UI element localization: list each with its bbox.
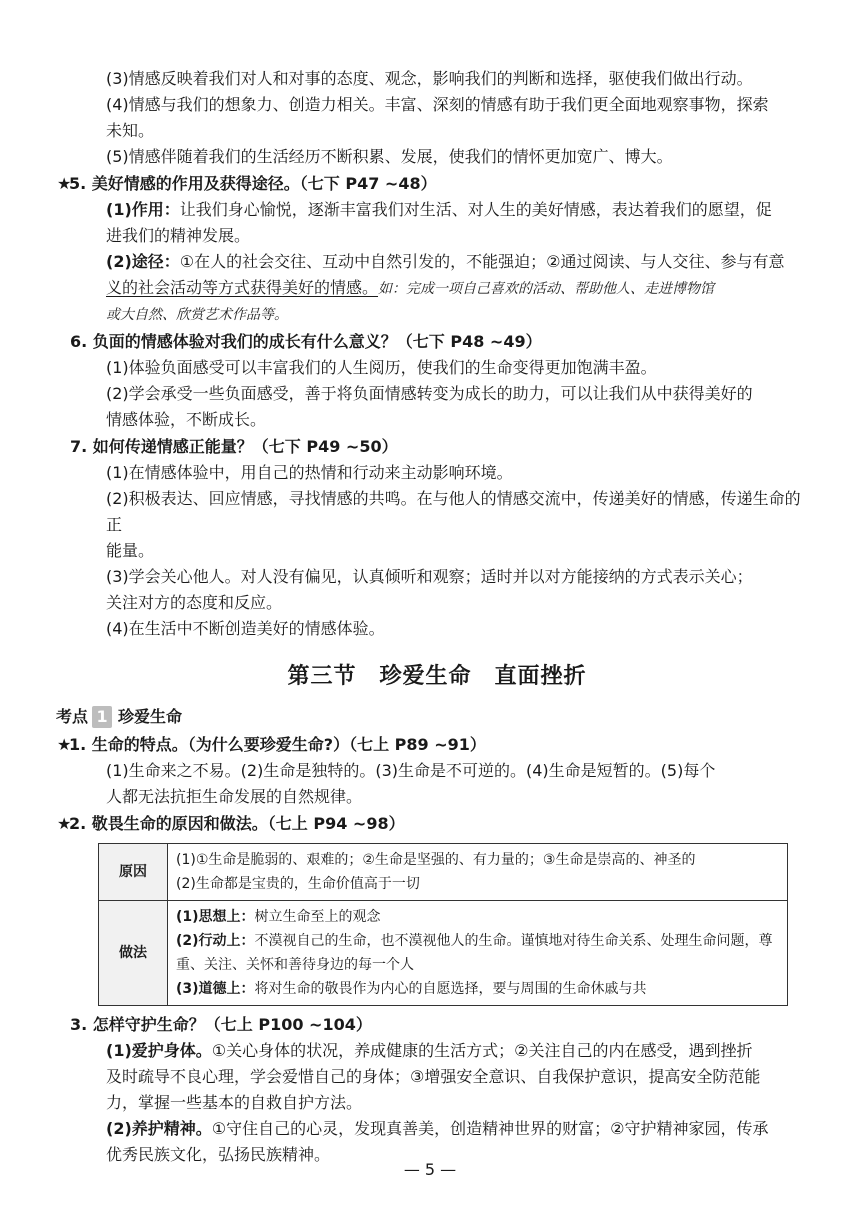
section-title: 第三节 珍爱生命 直面挫折 — [287, 664, 587, 689]
method-1-text: 树立生命至上的观念 — [254, 909, 381, 925]
kaodian-heading — [56, 704, 804, 730]
k1-line-1: (1)生命来之不易。(2)生命是独特的。(3)生命是不可逆的。(4)生命是短暂的。(5)每个 — [106, 761, 716, 780]
q5-handwritten-note: 如：完成一项自己喜欢的活动、帮助他人、走进博物馆 — [378, 281, 715, 297]
question-6-title: 6. 负面的情感体验对我们的成长有什么意义？（七下 P48 ~49） — [70, 332, 542, 351]
reason-2: (2)生命都是宝贵的，生命价值高于一切 — [176, 876, 420, 892]
method-2-text: 不漠视自己的生命，也不漠视他人的生命。谨慎地对待生命关系、处理生命问题，尊 — [254, 933, 773, 949]
q5-p1-line-2: 进我们的精神发展。 — [106, 226, 251, 245]
star-icon: ★ — [57, 174, 72, 193]
q5-p2-line-1 — [106, 249, 804, 275]
q5-p1-label: (1)作用： — [106, 200, 180, 219]
q5-p2-text-2: 义的社会活动等方式获得美好的情感。 — [106, 278, 379, 297]
q7-p3-line-2: 关注对方的态度和反应。 — [106, 593, 283, 612]
table-row-reason — [99, 844, 788, 901]
q6-p2-line-2: 情感体验，不断成长。 — [106, 410, 267, 429]
k3-p2-text: ①守住自己的心灵，发现真善美，创造精神世界的财富；②守护精神家园，传承 — [211, 1119, 769, 1138]
question-7-body — [70, 460, 804, 642]
k3-p1-line-1 — [106, 1038, 804, 1064]
q7-p2-line-1: (2)积极表达、回应情感，寻找情感的共鸣。在与他人的情感交流中，传递美好的情感，传递生命的正 — [106, 489, 801, 534]
q5-p1-text: 让我们身心愉悦，逐渐丰富我们对生活、对人生的美好情感，表达着我们的愿望，促 — [179, 200, 772, 219]
k2-title-text: 2. 敬畏生命的原因和做法。（七上 P94 ~98） — [69, 814, 405, 833]
k3-p1-text: ①关心身体的状况，养成健康的生活方式；②关注自己的内在感受，遇到挫折 — [211, 1041, 753, 1060]
q6-p1: (1)体验负面感受可以丰富我们的人生阅历，使我们的生命变得更加饱满丰盈。 — [106, 358, 657, 377]
method-2-cont: 重、关注、关怀和善待身边的每一个人 — [176, 957, 414, 973]
k3-title: 3. 怎样守护生命？（七上 P100 ~104） — [70, 1015, 372, 1034]
k3-p1-line-3: 力，掌握一些基本的自救自护方法。 — [106, 1093, 363, 1112]
table-row-method — [99, 901, 788, 1006]
kaodian-number-badge: 1 — [92, 706, 112, 728]
question-5-title — [57, 171, 804, 197]
method-3-text: 将对生命的敬畏作为内心的自愿选择，要与周围的生命休戚与共 — [254, 981, 647, 997]
method-label: 做法 — [99, 901, 168, 1006]
method-2 — [176, 929, 779, 953]
page-number: — 5 — — [403, 1160, 457, 1179]
k3-p1-line-2: 及时疏导不良心理，学会爱惜自己的身体；③增强安全意识、自我保护意识，提高安全防范能 — [106, 1067, 761, 1086]
star-icon: ★ — [57, 814, 72, 833]
method-1 — [176, 905, 779, 929]
q5-p1-line-1 — [106, 197, 804, 223]
q7-p3-line-1: (3)学会关心他人。对人没有偏见，认真倾听和观察；适时并以对方能接纳的方式表示关心； — [106, 567, 753, 586]
q5-p2-text: ①在人的社会交往、互动中自然引发的，不能强迫；②通过阅读、与人交往、参与有意 — [179, 252, 785, 271]
q5-p2-label: (2)途径： — [106, 252, 180, 271]
method-3 — [176, 977, 779, 1001]
k1-body — [70, 758, 804, 810]
reason-label: 原因 — [99, 844, 168, 901]
star-icon: ★ — [57, 735, 72, 754]
q7-p2-line-2: 能量。 — [106, 541, 155, 560]
k1-title-text: 1. 生命的特点。（为什么要珍爱生命?）（七上 P89 ~91） — [69, 735, 486, 754]
item-5: (5)情感伴随着我们的生活经历不断积累、发展，使我们的情怀更加宽广、博大。 — [106, 147, 673, 166]
q5-p2-line-2 — [106, 275, 804, 302]
question-7-title: 7. 如何传递情感正能量？（七下 P49 ~50） — [70, 437, 398, 456]
k3-p2-line-2: 优秀民族文化，弘扬民族精神。 — [106, 1145, 331, 1164]
k1-line-2: 人都无法抗拒生命发展的自然规律。 — [106, 787, 363, 806]
item-4-line-1: (4)情感与我们的想象力、创造力相关。丰富、深刻的情感有助于我们更全面地观察事物，探索 — [106, 95, 769, 114]
k3-p2-label: (2)养护精神。 — [106, 1119, 212, 1138]
method-2-label: (2)行动上： — [176, 933, 255, 949]
question-5-title-text: 5. 美好情感的作用及获得途径。（七下 P47 ~48） — [69, 174, 437, 193]
method-3-label: (3)道德上： — [176, 981, 255, 997]
question-6-body — [70, 355, 804, 433]
k3-body — [70, 1038, 804, 1168]
q6-p2-line-1: (2)学会承受一些负面感受，善于将负面情感转变为成长的助力，可以让我们从中获得美好的 — [106, 384, 753, 403]
reason-1: (1)①生命是脆弱的、艰难的；②生命是坚强的、有力量的；③生命是崇高的、神圣的 — [176, 852, 696, 868]
item-3: (3)情感反映着我们对人和对事的态度、观念，影响我们的判断和选择，驱使我们做出行动。 — [106, 69, 753, 88]
kaodian-label: 考点 — [56, 707, 89, 726]
reason-cell — [168, 844, 788, 901]
q5-handwritten-note-2: 或大自然、欣赏艺术作品等。 — [106, 307, 288, 323]
k1-title — [57, 732, 804, 758]
respect-life-table — [98, 843, 788, 1006]
method-cell — [168, 901, 788, 1006]
k3-p1-label: (1)爱护身体。 — [106, 1041, 212, 1060]
k2-title — [57, 811, 804, 837]
question-5-body — [70, 197, 804, 328]
q7-p1: (1)在情感体验中，用自己的热情和行动来主动影响环境。 — [106, 463, 513, 482]
method-1-label: (1)思想上： — [176, 909, 255, 925]
k3-p2-line-1 — [106, 1116, 804, 1142]
item-4-line-2: 未知。 — [106, 121, 155, 140]
q7-p4: (4)在生活中不断创造美好的情感体验。 — [106, 619, 385, 638]
kaodian-title: 珍爱生命 — [118, 707, 183, 726]
emotion-list-tail — [70, 66, 804, 170]
